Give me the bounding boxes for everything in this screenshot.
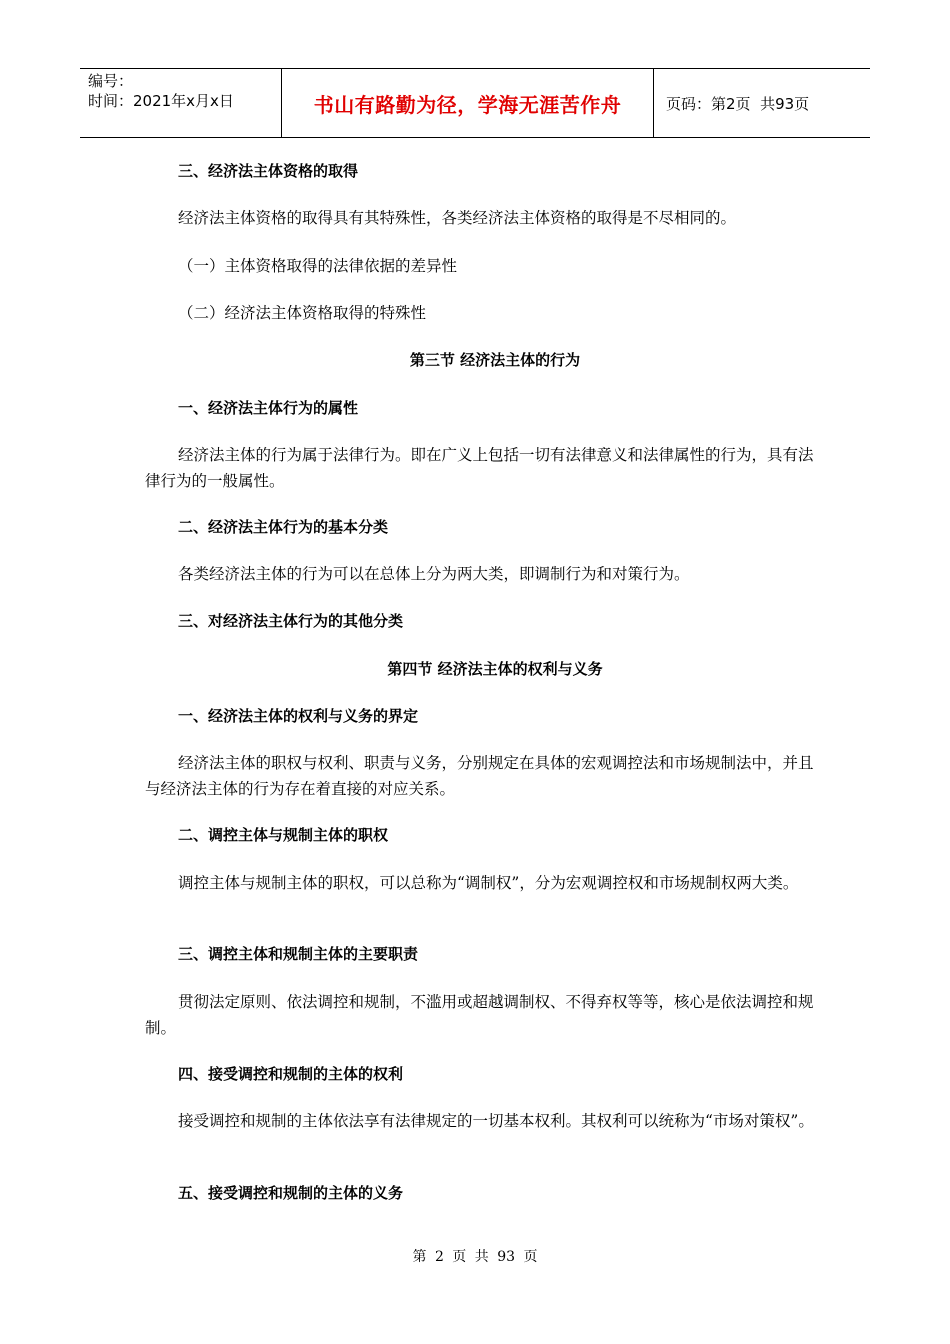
heading-behavior-classification: 二、经济法主体行为的基本分类 — [178, 518, 389, 536]
heading-duties: 三、调控主体和规制主体的主要职责 — [178, 945, 419, 963]
paragraph-recipient-rights: 接受调控和规制的主体依法享有法律规定的一切基本权利。其权利可以统称为“市场对策权”。 — [178, 1112, 814, 1130]
header-page-cell — [654, 69, 870, 137]
header-meta — [80, 69, 282, 137]
time-label: 时间：2021年x月x日 — [88, 92, 234, 110]
number-label: 编号： — [88, 72, 134, 90]
paragraph-rights-definition: 经济法主体的职权与权利、职责与义务，分别规定在具体的宏观调控法和市场规制法中，并且与经济法主体的行为存在着直接的对应关系。 — [145, 754, 814, 798]
subitem-2: （二）经济法主体资格取得的特殊性 — [178, 304, 427, 322]
header-table — [80, 68, 870, 138]
motto-text: 书山有路勤为径，学海无涯苦作舟 — [313, 92, 622, 117]
heading-behavior-attribute: 一、经济法主体行为的属性 — [178, 399, 359, 417]
section-title-3: 第三节 经济法主体的行为 — [409, 351, 581, 369]
paragraph-powers: 调控主体与规制主体的职权，可以总称为“调制权”，分为宏观调控权和市场规制权两大类。 — [178, 874, 799, 892]
subitem-1: （一）主体资格取得的法律依据的差异性 — [178, 257, 458, 275]
page-footer: 第 2 页 共 93 页 — [412, 1249, 538, 1265]
paragraph-qualification: 经济法主体资格的取得具有其特殊性，各类经济法主体资格的取得是不尽相同的。 — [178, 209, 737, 227]
heading-powers: 二、调控主体与规制主体的职权 — [178, 826, 389, 844]
heading-recipient-rights: 四、接受调控和规制的主体的权利 — [178, 1065, 404, 1083]
header-motto-cell — [282, 69, 654, 137]
paragraph-behavior-classification: 各类经济法主体的行为可以在总体上分为两大类，即调制行为和对策行为。 — [178, 565, 690, 583]
paragraph-behavior-attribute: 经济法主体的行为属于法律行为。即在广义上包括一切有法律意义和法律属性的行为，具有法律行为的一般属性。 — [145, 446, 814, 490]
heading-other-classification: 三、对经济法主体行为的其他分类 — [178, 612, 404, 630]
heading-rights-definition: 一、经济法主体的权利与义务的界定 — [178, 707, 419, 725]
page-info: 页码：第2页 共93页 — [666, 94, 810, 113]
section-title-4: 第四节 经济法主体的权利与义务 — [387, 660, 603, 678]
heading-qualification: 三、经济法主体资格的取得 — [178, 162, 359, 180]
paragraph-duties: 贯彻法定原则、依法调控和规制，不滥用或超越调制权、不得弃权等等，核心是依法调控和规制。 — [145, 993, 814, 1037]
heading-recipient-duties: 五、接受调控和规制的主体的义务 — [178, 1184, 404, 1202]
